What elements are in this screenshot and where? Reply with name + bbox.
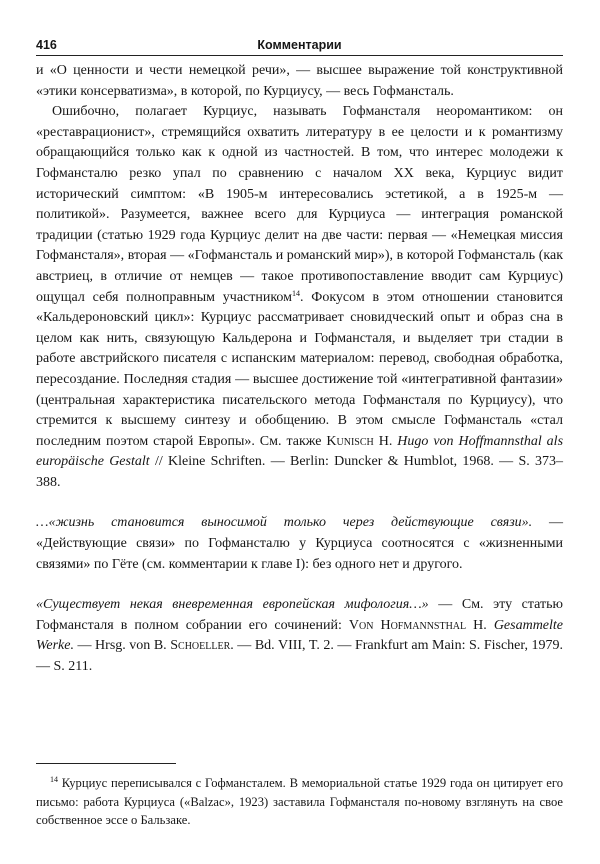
paragraph-4-text: — См. эту статью Гофмансталя в полном собрании его сочинений: bbox=[36, 597, 563, 633]
reference-editor-prefix: — Hrsg. von B. bbox=[77, 638, 167, 654]
reference-details: // Kleine Schriften. — Berlin: Duncker & Humblot, 1968. — S. 373–388. bbox=[36, 454, 564, 490]
footnote-rule bbox=[36, 763, 176, 764]
paragraph-4 bbox=[36, 595, 563, 677]
paragraph-3 bbox=[36, 513, 563, 575]
quote-lemma: «Существует некая вневременная европейская мифология…» bbox=[36, 597, 429, 613]
page-number: 416 bbox=[36, 38, 57, 52]
reference-details: — Bd. VIII, T. 2. — Frankfurt am Main: S. Fischer, 1979. — S. 211. bbox=[36, 638, 564, 675]
footnote-ref-14[interactable]: 14 bbox=[292, 288, 301, 298]
footnote-number: 14 bbox=[50, 775, 58, 784]
footnote-text: Курциус переписывался с Гофмансталем. В мемориальной статье 1929 года он цитирует его письмо: работа Курциуса («Balzac», 1923) заставила Гофмансталя по-новому взглянуть на свое собственное эссе о Бальзаке. bbox=[36, 776, 563, 828]
reference-author: Von Hofmannsthal H. bbox=[348, 617, 487, 633]
paragraph-1: и «О ценности и чести немецкой речи», — высшее выражение той конструктивной «этики консерватизма», в которой, по Курциусу, — весь Гофмансталь. bbox=[36, 63, 563, 99]
header-rule bbox=[36, 55, 563, 56]
reference-editor: Schoeller. bbox=[170, 638, 234, 654]
paragraph-2-text-after: . Фокусом в этом отношении становится «Кальдероновский цикл»: Курциус рассматривает сновидческий опыт и образ сна в целом как нить, связующую Кальдерона и Гофмансталя, и выделяет три стадии в работе австрийского писателя с испанским материалом: перевод, свободная обработка, пересоздание. Последняя стадия — высшее достижение той «интегративной фантазии» (центральная характеристика писательского метода Гофмансталя по Курциусу), что стремится к высшему синтезу и обобщению. В этом смысле Гофмансталь «стал последним поэтом старой Европы». См. также bbox=[36, 289, 563, 449]
paragraph-3-text: — «Действующие связи» по Гофмансталю у Курциуса соотносятся с «жизненными связями» по Гёте (см. комментарии к главе I): без одного нет и другого. bbox=[36, 515, 563, 572]
reference-author: Kunisch H. bbox=[326, 433, 393, 449]
quote-lemma: …«жизнь становится выносимой только через действующие связи». bbox=[36, 515, 533, 531]
footnote-14 bbox=[36, 774, 563, 830]
reference-title: Gesammelte Werke. bbox=[36, 617, 564, 654]
paragraph-2 bbox=[36, 102, 563, 493]
reference-title: Hugo von Hoffmannsthal als europäische Gestalt bbox=[36, 433, 564, 470]
page-header bbox=[36, 38, 563, 54]
body-text bbox=[36, 61, 563, 678]
running-title: Комментарии bbox=[257, 38, 342, 52]
paragraph-2-text: Ошибочно, полагает Курциус, называть Гофмансталя неоромантиком: он «реставрационист», стремящийся охватить литературу в ее целости и к романтизму обращающийся только как к одной из частностей. В том, что интерес молодежи к Гофмансталю резко упал по сравнению с началом XX века, Курциус видит исторический симптом: «В 1905-м интересовались эстетикой, а в 1925-м — политикой». Разумеется, важнее всего для Курциуса — интеграция романской традиции (статью 1929 года Курциус делит на две части: первая — «Немецкая миссия Гофмансталя», вторая — «Гофмансталь и романский мир»), в которой Гофмансталь (как австриец, в отличие от немцев — такое противопоставление вводит сам Курциус) ощущал себя полноправным участником bbox=[36, 104, 563, 305]
